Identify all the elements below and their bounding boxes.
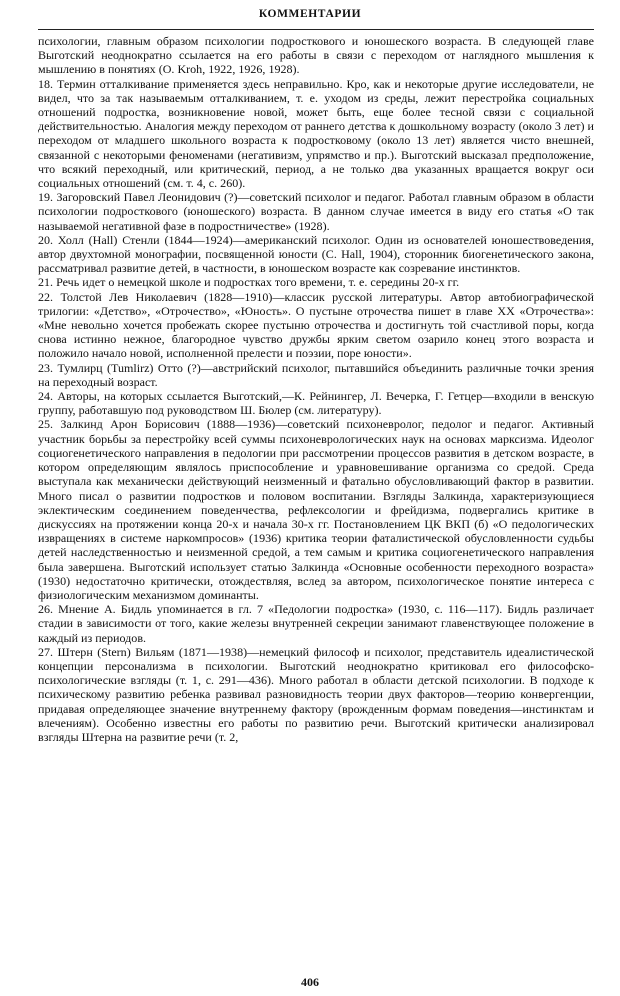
comment-26: 26. Мнение А. Бидль упоминается в гл. 7 «Педологии подростка» (1930, с. 116—117). Бидль различает стадии в зависимости от того, какие железы внутренней секреции занимают главенствующее положение в каждый из периодов.: [38, 602, 594, 645]
comment-25: 25. Залкинд Арон Борисович (1888—1936)—советский психоневролог, педолог и педагог. Активный участник борьбы за перестройку всей суммы психоневрологических наук на основах марксизма. Идеолог социогенетического направления в педологии при рассмотрении процессов развития в детском возрасте, в котором определяющим являлось приспособление и уравновешивание организма со средой. Среда выступала как механически действующий неизменный и фатально обусловливающий фактор в развитии. Много писал о развитии подростков и половом воспитании. Взгляды Залкинда, характеризующиеся эклектическим соединением поведенчества, рефлексологии и фрейдизма, подвергались критике в дискуссиях на протяжении конца 20-х и начала 30-х гг. Постановлением ЦК ВКП (б) «О педологических извращениях в системе наркомпросов» (1936) критика теории фаталистической обусловленности судьбы детей наследственностью и неизменной средой, а тем самым и критика социогенетического направления была завершена. Выготский использует статью Залкинда «Основные особенности переходного возраста» (1930) недостаточно критически, отождествляя, вслед за автором, психологическое понятие интереса с физиологическим механизмом доминанты.: [38, 417, 594, 602]
commentary-text: [38, 34, 594, 744]
running-header: КОММЕНТАРИИ: [258, 8, 362, 20]
header-rule: [38, 29, 594, 30]
comment-24: 24. Авторы, на которых ссылается Выготский,—К. Рейнингер, Л. Вечерка, Г. Гетцер—входили в венскую группу, работавшую под руководством Ш. Бюлер (см. литературу).: [38, 389, 594, 418]
comment-18: 18. Термин отталкивание применяется здесь неправильно. Кро, как и некоторые другие исследователи, не видел, что за так называемым отталкиванием, т. е. уходом из среды, лежит перестройка социальных отношений подростка, возникновение новой, может быть, еще более тесной связи с социальной действительностью. Аналогия между переходом от раннего детства к дошкольному возрасту (около 3 лет) и переходом от младшего школьного возраста к подростковому (около 13 лет) является чисто внешней, связанной с некоторыми феноменами (негативизм, упрямство и пр.). Выготский высказал предположение, что всякий переходный, или критический, период, а не только два указанных вращается вокруг оси социальных отношений (см. т. 4, с. 260).: [38, 76, 594, 191]
paragraph-continuation: психологии, главным образом психологии подросткового и юношеского возраста. В следующей главе Выготский неоднократно ссылается на его работы в связи с переходом от наглядного мышления к мышлению в понятиях (O. Kroh, 1922, 1926, 1928).: [38, 34, 594, 77]
comment-22: 22. Толстой Лев Николаевич (1828—1910)—классик русской литературы. Автор автобиографической трилогии: «Детство», «Отрочество», «Юность». О пустыне отрочества пишет в главе XX «Отрочества»: «Мне невольно хочется пробежать скорее пустыню отрочества и достигнуть той счастливой поры, когда снова истинно нежное, благородное чувство дружбы ярким светом озарило конец этого возраста и положило начало новой, исполненной прелести и поэзии, поре юности».: [38, 289, 594, 361]
comment-19: 19. Загоровский Павел Леонидович (?)—советский психолог и педагог. Работал главным образом в области психологии подросткового (юношеского) возраста. В данном случае имеется в виду его статья «О так называемой негативной фазе в подростничестве» (1928).: [38, 190, 594, 233]
page-number: 406: [301, 975, 319, 989]
comment-21: 21. Речь идет о немецкой школе и подростках того времени, т. е. середины 20-х гг.: [38, 275, 460, 290]
comment-23: 23. Тумлирц (Tumlirz) Отто (?)—австрийский психолог, пытавшийся объединить различные точки зрения на переходный возраст.: [38, 360, 594, 389]
comment-27: 27. Штерн (Stern) Вильям (1871—1938)—немецкий философ и психолог, представитель идеалистической концепции персонализма в психологии. Выготский неоднократно критиковал его философско-психологические взгляды (т. 1, с. 291—436). Много работал в области детской психологии. В подходе к психическому развитию ребенка развивал разновидность теории двух факторов—теорию конвергенции, придавая определяющее значение внутреннему фактору (врожденным формам поведения—инстинктам и влечениям). Особенно известны его работы по развитию речи. Выготский критически анализировал взгляды Штерна на развитие речи (т. 2,: [38, 644, 594, 744]
comment-20: 20. Холл (Hall) Стенли (1844—1924)—американский психолог. Один из основателей юношествоведения, автор двухтомной монографии, посвященной юности (С. Hall, 1904), сторонник биогенетического закона, рассматривал развитие детей, в частности, в юношеском возрасте как созревание инстинктов.: [38, 232, 594, 276]
